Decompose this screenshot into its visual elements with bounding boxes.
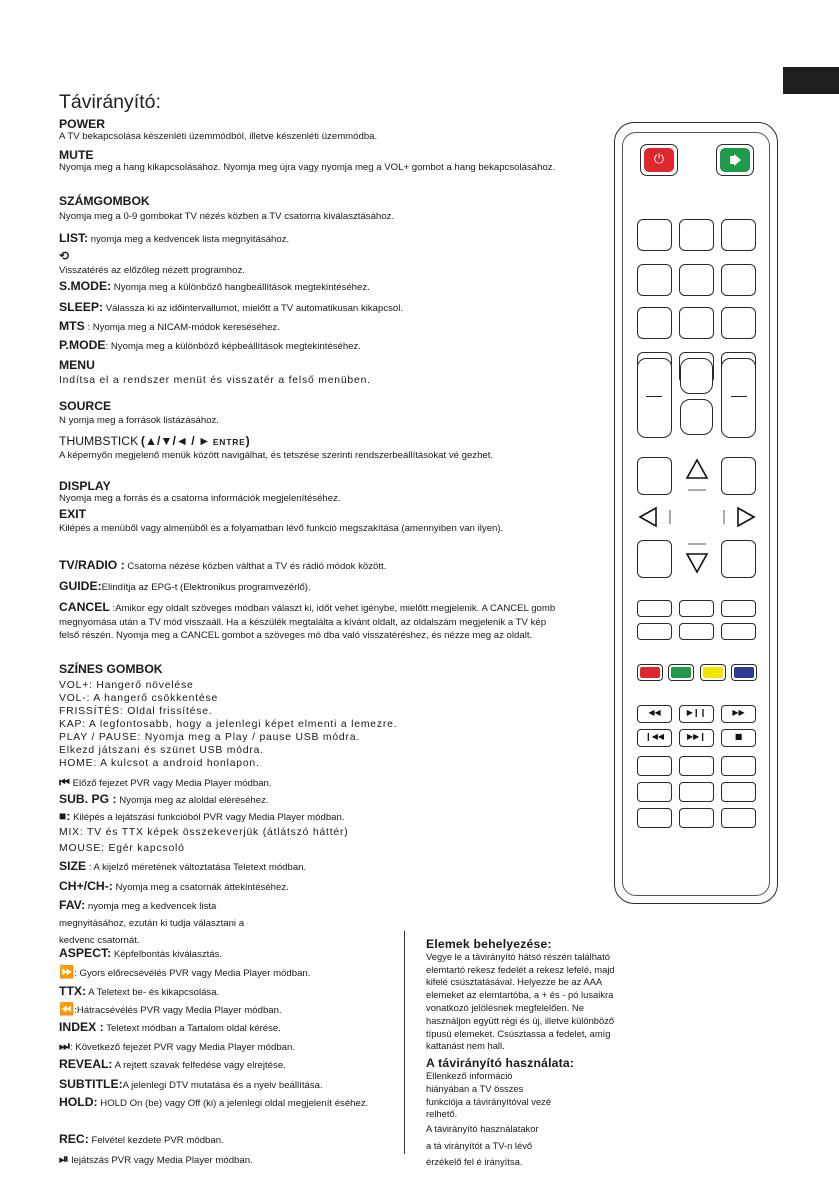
entry-sleep: SLEEP: Válassza ki az időintervallumot, mielőtt a TV automatikusan kikapcsol.	[59, 300, 404, 314]
remote-func-key-4	[637, 623, 672, 640]
entry-thumbstick: THUMBSTICK (▲/▼/◄ / ► ENTRE) A képernyőn megjelenő menük között navigálhat, és tetszése szerinti rendszerbeállításokat vé gezhet.	[59, 434, 494, 461]
entry-cancel: CANCEL :Amikor egy oldalt szöveges módban választ ki, időt vehet igénybe, mielőtt megjelenik. A CANCEL gomb megnyomása után a TV mód visszaáll. Ha a készülék megtalálta a kívánt oldalt, az oldalszám megjelenik a TV kép felső részén. Nyomja meg a CANCEL gombot a szöveges mó dba való visszatéréshez, és nézze meg az oldalt.	[59, 600, 556, 641]
next-chapter-icon: ⏭	[59, 1039, 70, 1053]
entry-mix: MIX: TV és TTX képek összekeverjük (átlátszó háttér)	[59, 827, 349, 838]
remote-fast-forward-key	[721, 705, 756, 723]
power-icon: ⏻	[653, 152, 665, 167]
remote-func-key-3	[721, 600, 756, 617]
entry-channel: CH+/CH-: Nyomja meg a csatornák áttekintéséhez.	[59, 879, 289, 893]
entry-stop: ■: Kilépés a lejátszási funkcióból PVR vagy Media Player módban.	[59, 809, 345, 823]
remote-blue-key	[731, 664, 757, 681]
play-pause-icon: ▶❙❙	[686, 708, 707, 717]
entry-rewind: ⏪:Hátracsévélés PVR vagy Media Player módban.	[59, 1002, 282, 1016]
remote-stop-key	[721, 729, 756, 747]
remote-rewind-key	[637, 705, 672, 723]
rewind-icon: ⏪	[59, 1002, 75, 1016]
rewind-icon: ◀◀	[648, 708, 661, 717]
entry-ttx: TTX: A Teletext be- és kikapcsolása.	[59, 984, 220, 998]
battery-heading: Elemek behelyezése:	[426, 937, 552, 951]
remote-bottom-key-9	[721, 808, 756, 828]
remote-func-key-2	[679, 600, 714, 617]
entry-power: POWER A TV bekapcsolása készenléti üzemmódból, illetve készenléti üzemmódba.	[59, 117, 378, 142]
usage-text-2: A távirányító használatakor a tá virányítót a TV-n lévő érzékelő fel é irányítsa.	[426, 1123, 539, 1168]
next-icon: ▶▶❙	[686, 732, 706, 741]
remote-key-2	[679, 219, 714, 251]
remote-ch-rocker	[721, 358, 756, 438]
remote-prev-key	[637, 729, 672, 747]
entry-menu: MENU Indítsa el a rendszer menüt és visszatér a felső menüben.	[59, 358, 371, 386]
yellow-key-fill	[703, 667, 723, 678]
entry-rec: REC: Felvétel kezdete PVR módban.	[59, 1132, 224, 1146]
entry-mute: MUTE Nyomja meg a hang kikapcsolásához. Nyomja meg újra vagy nyomja meg a VOL+ gombot a hang bekapcsolásához.	[59, 148, 556, 173]
entry-guide: GUIDE:Elindítja az EPG-t (Elektronikus programvezérlő).	[59, 579, 311, 593]
entry-refresh: FRISSÍTÉS: Oldal frissítése.	[59, 706, 213, 717]
entry-usb-start: Elkezd játszani és szünet USB módra.	[59, 745, 264, 756]
blue-key-fill	[734, 667, 754, 678]
nav-left-arrow-icon	[640, 508, 656, 526]
nav-down-arrow-icon	[687, 554, 707, 572]
ch-rocker-dash	[731, 396, 747, 397]
remote-key-8	[679, 307, 714, 339]
page-tab-marker	[783, 67, 839, 94]
mute-icon-cone	[734, 154, 741, 166]
entry-play: ⏯ lejátszás PVR vagy Media Player módban.	[59, 1152, 253, 1166]
entry-vol-up: VOL+: Hangerő növelése	[59, 680, 194, 691]
nav-right-arrow-icon	[738, 508, 754, 526]
remote-key-6	[721, 264, 756, 296]
remote-mute-center-key	[680, 358, 713, 394]
usage-heading: A távirányító használata:	[426, 1056, 575, 1071]
usage-text-1: Ellenkező információ hiányában a TV összes funkciója a távirányítóval vezé relhető.	[426, 1069, 552, 1120]
stop-icon: ■:	[59, 809, 71, 823]
remote-key-5	[679, 264, 714, 296]
entry-vol-down: VOL-: A hangerő csökkentése	[59, 693, 219, 704]
entry-play-pause: PLAY / PAUSE: Nyomja meg a Play / pause USB módra.	[59, 732, 361, 743]
remote-func-key-5	[679, 623, 714, 640]
entry-fav: FAV: nyomja meg a kedvencek lista megnyitásához, ezután ki tudja választani a kedvenc csatornát.	[59, 898, 245, 946]
red-key-fill	[640, 667, 660, 678]
entry-home: HOME: A kulcsot a android honlapon.	[59, 758, 260, 769]
entry-fast-forward: ⏩: Gyors előrecsévélés PVR vagy Media Player módban.	[59, 965, 311, 979]
remote-play-pause-key	[679, 705, 714, 723]
remote-key-3	[721, 219, 756, 251]
remote-key-4	[637, 264, 672, 296]
remote-key-1	[637, 219, 672, 251]
stop-icon: ■	[734, 732, 743, 741]
entry-aspect: ASPECT: Képfelbontás kiválasztás.	[59, 946, 223, 960]
remote-bottom-key-6	[721, 782, 756, 802]
recall-icon: ⟲	[59, 249, 70, 263]
remote-func-key-1	[637, 600, 672, 617]
remote-mute-button	[716, 144, 754, 176]
entry-subpage: SUB. PG : Nyomja meg az aloldal eléréséhez.	[59, 792, 269, 806]
nav-up-arrow-icon	[687, 460, 707, 478]
remote-bottom-key-3	[721, 756, 756, 776]
entry-exit: EXIT Kilépés a menüből vagy almenüből és a folyamatban lévő funkció megszakítása (amennyiben van ilyen).	[59, 507, 504, 534]
entry-smode: S.MODE: Nyomja meg a különböző hangbeállítások megtekintéséhez.	[59, 279, 370, 293]
remote-next-key	[679, 729, 714, 747]
remote-bottom-key-7	[637, 808, 672, 828]
play-pause-icon: ⏯	[59, 1152, 69, 1166]
remote-info-center-key	[680, 399, 713, 435]
entry-tvradio: TV/RADIO : Csatorna nézése közben válthat a TV és rádió módok között.	[59, 558, 387, 572]
entry-colour-buttons: SZÍNES GOMBOK	[59, 662, 163, 676]
dpad-arrows	[636, 452, 758, 582]
entry-pmode: P.MODE: Nyomja meg a különböző képbeállítások megtekintéséhez.	[59, 338, 361, 352]
entry-list: LIST: nyomja meg a kedvencek lista megnyitásához.	[59, 231, 290, 245]
remote-key-7	[637, 307, 672, 339]
fast-forward-icon: ▶▶	[732, 708, 745, 717]
battery-and-usage-notes	[426, 938, 621, 1171]
remote-bottom-key-1	[637, 756, 672, 776]
entry-subtitle: SUBTITLE:A jelenlegi DTV mutatása és a nyelv beállítása.	[59, 1077, 323, 1091]
remote-dpad	[636, 452, 758, 582]
entry-reveal: REVEAL: A rejtett szavak felfedése vagy elrejtése.	[59, 1057, 286, 1071]
remote-red-key	[637, 664, 663, 681]
prev-icon: ❙◀◀	[644, 732, 664, 741]
remote-bottom-key-4	[637, 782, 672, 802]
fast-forward-icon: ⏩	[59, 965, 75, 979]
entry-mts: MTS : Nyomja meg a NICAM-módok kereséséhez.	[59, 319, 280, 333]
remote-power-button	[640, 144, 678, 176]
entry-source: SOURCE N yomja meg a források listázásához.	[59, 399, 219, 426]
entry-next-chapter: ⏭: Következő fejezet PVR vagy Media Player módban.	[59, 1039, 296, 1053]
remote-key-9	[721, 307, 756, 339]
entry-capture: KAP: A legfontosabb, hogy a jelenlegi képet elmenti a lemezre.	[59, 719, 398, 730]
green-key-fill	[671, 667, 691, 678]
entry-prev-chapter: ⏮ Előző fejezet PVR vagy Media Player módban.	[59, 775, 272, 789]
remote-func-key-6	[721, 623, 756, 640]
vol-rocker-dash	[646, 396, 662, 397]
remote-yellow-key	[700, 664, 726, 681]
remote-bottom-key-5	[679, 782, 714, 802]
entry-hold: HOLD: HOLD On (be) vagy Off (ki) a jelenlegi oldal megjelenít éséhez.	[59, 1095, 369, 1109]
entry-recall: ⟲ Visszatérés az előzőleg nézett programhoz.	[59, 249, 245, 276]
remote-control-illustration	[614, 122, 778, 904]
entry-index: INDEX : Teletext módban a Tartalom oldal kérése.	[59, 1020, 281, 1034]
remote-bottom-key-8	[679, 808, 714, 828]
remote-green-key	[668, 664, 694, 681]
remote-bottom-key-2	[679, 756, 714, 776]
entry-mouse: MOUSE: Egér kapcsoló	[59, 843, 185, 854]
prev-chapter-icon: ⏮	[59, 775, 70, 789]
entry-numbers: SZÁMGOMBOK Nyomja meg a 0-9 gombokat TV nézés közben a TV csatorna kiválasztásához.	[59, 194, 395, 222]
remote-vol-rocker	[637, 358, 672, 438]
battery-text: Vegye le a távirányító hátsó részén található elemtartó rekesz fedelét a rekesz lefelé, majd kifelé csúsztatásával. Helyezze be az AAA elemeket az elemtartóba, a + és - pó lusaikra vonatkozó jelölésnek megfelelően. Ne használjon együtt régi és új, illetve különböző típusú elemeket. Csúsztassa a fedelet, amíg kattanást nem hall.	[426, 950, 615, 1052]
entry-display: DISPLAY Nyomja meg a forrás és a csatorna információk megjelenítéséhez.	[59, 479, 341, 504]
entry-size: SIZE : A kijelző méretének változtatása Teletext módban.	[59, 859, 307, 873]
column-divider	[404, 931, 405, 1154]
page-title: Távirányító:	[59, 91, 161, 113]
